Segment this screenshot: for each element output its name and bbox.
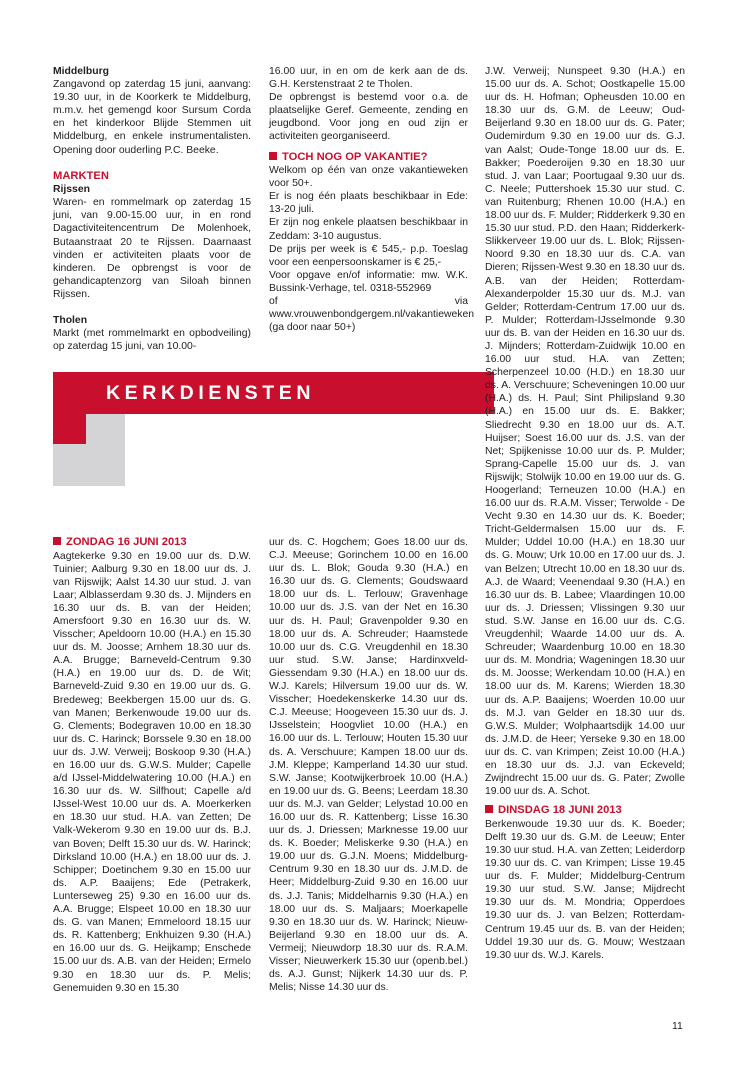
page-number: 11 — [672, 1021, 683, 1032]
col1-top — [53, 65, 251, 353]
zondag-col3: J.W. Verweij; Nunspeet 9.30 (H.A.) en 15.00 uur ds. A. Schot; Oostkapelle 15.00 uur ds. H. Hofman; Opheusden 10.00 en 18.30 uur ds. G.M. de Leeuw; Oud-Beijerland 9.30 en 18.00 uur ds. G. Pater; Oudemirdum 9.30 en 19.00 uur ds. G.J. van Aalst; Oude-Tonge 18.00 uur ds. E. Bakker; Poederoijen 9.30 en 18.30 uur stud. J. van Laar; Poortugaal 9.30 uur ds. C. Neele; Puttershoek 15.30 uur stud. C. van Ruitenburg; Rhenen 10.00 (H.A.) en 18.00 uur ds. F. Mulder; Ridderkerk 9.30 en 15.30 uur stud. P.D. den Haan; Ridderkerk-Slikkerveer 19.00 uur ds. L. Blok; Rijssen-Noord 9.30 en 18.30 uur ds. C.A. van Dieren; Rijssen-West 9.30 en 18.30 uur ds. A.B. van der Heiden; Rotterdam-Alexanderpolder 15.30 uur ds. M.J. van Gelder; Rotterdam-Centrum 17.00 uur ds. P. Mulder; Rotterdam-IJsselmonde 9.30 uur ds. B. van der Heiden en 16.30 uur ds. J. Mijnders; Rotterdam-Zuidwijk 10.00 en 16.00 uur stud. H.A. van Zetten; Scherpenzeel 10.00 (H.D.) en 18.30 uur ds. A. Verschuure; Scheveningen 10.00 uur (H.A.) ds. H. Paul; Sint Philipsland 9.30 (H.A.) en 15.00 uur ds. E. Bakker; Sliedrecht 9.30 en 18.00 uur ds. A.T. Huijser; Soest 16.00 uur ds. J.S. van der Net; Spijkenisse 10.00 uur ds. P. Mulder; Sprang-Capelle 15.00 uur ds. J. van Rijswijk; Stolwijk 10.00 en 19.00 uur ds. G. Hoogerland; Terneuzen 10.00 (H.A.) en 16.00 uur ds. R.A.M. Visser; Terwolde - De Vecht 9.30 en 14.30 uur ds. K. Boeder; Tricht-Geldermalsen 15.00 uur ds. F. Mulder; Uddel 10.00 (H.A.) en 18.30 uur ds. G. Mouw; Urk 10.00 en 17.00 uur ds. J. van Belzen; Utrecht 10.00 en 18.30 uur ds. A.J. de Waard; Veenendaal 9.30 (H.A.) en 16.30 uur ds. B. Labee; Vlaardingen 10.00 uur ds. J. Driessen; Vlissingen 9.30 uur stud. S.W. Janse en 16.00 uur ds. C.G. Vreugdenhil; Waarde 14.00 uur ds. A. Schreuder; Waardenburg 10.00 en 18.30 uur ds. M. Mondria; Wageningen 18.30 uur ds. M. Joosse; Werkendam 10.00 (H.A.) en 18.00 uur ds. M. Karens; Wierden 18.30 uur ds. A.P. Baaijens; Woerden 10.00 uur ds. M.J. van Gelder en 18.30 uur ds. G.W.S. Mulder; Wolphaartsdijk 14.00 uur ds. J.M.D. de Heer; Yerseke 9.30 en 18.00 uur ds. C. van Krimpen; Zeist 10.00 (H.A.) en 18.30 uur ds. J.J. van Eckeveld; Zwijndrecht 15.00 uur ds. G. Pater; Zwolle 19.00 uur ds. A. Schot. — [485, 66, 685, 798]
middelburg-text: Zangavond op zaterdag 15 juni, aanvang: 19.30 uur, in de Koorkerk te Middelburg, m.m.v. het gemengd koor Sursum Corda en het kinderkoor Blijde Stemmen uit Middelburg, en enkele instrumentalisten. Opening door ouderling P.C. Beeke. — [53, 79, 251, 156]
kerkdiensten-title: KERKDIENSTEN — [106, 382, 316, 404]
tholen-text: Markt (met rommelmarkt en opbodveiling) op zaterdag 15 juni, van 10.00- — [53, 328, 251, 353]
rijssen-text: Waren- en rommelmark op zaterdag 15 juni, van 9.00-15.00 uur, in en rond Dagactiviteitencentrum De Molenhoek, Butaanstraat 20 te Rijssen. Daarnaast vinden er activiteiten plaats voor de kinderen. De opbrengst is voor de gehandicaptenzorg van Siloah binnen Rijssen. — [53, 197, 251, 300]
tholen-cont2: De opbrengst is bestemd voor o.a. de plaatselijke Geref. Gemeente, zending en jeugdbond. Voor jong en oud zijn er activiteiten georganiseerd. — [269, 92, 468, 143]
vakantie-l1: Welkom op één van onze vakantieweken voor 50+. — [269, 165, 468, 190]
vakantie-l5: Voor opgave en/of informatie: mw. W.K. Bussink-Verhage, tel. 0318-552969 — [269, 269, 468, 294]
vakantie-l3: Er zijn nog enkele plaatsen beschikbaar in Zeddam: 3-10 augustus. — [269, 217, 468, 242]
vakantie-l2: Er is nog één plaats beschikbaar in Ede: 13-20 juli. — [269, 191, 468, 216]
tholen-cont: 16.00 uur, in en om de kerk aan de ds. G.H. Kerstenstraat 2 te Tholen. — [269, 66, 468, 91]
col2-top — [269, 65, 475, 334]
col3 — [485, 65, 685, 962]
middelburg-title: Middelburg — [53, 66, 109, 77]
col1-bottom — [53, 536, 251, 995]
red-square-icon — [53, 537, 61, 545]
markten-heading: MARKTEN — [53, 169, 109, 182]
red-square-icon — [485, 805, 493, 813]
dinsdag-text: Berkenwoude 19.30 uur ds. K. Boeder; Delft 19.30 uur ds. G.M. de Leeuw; Enter 19.30 uur stud. H.A. van Zetten; Leiderdorp 19.30 uur ds. C. van Krimpen; Lisse 19.45 uur ds. F. Mulder; Middelburg-Centrum 19.30 uur stud. S.W. Janse; Mijdrecht 19.30 uur ds. M. Mondria; Opperdoes 19.30 uur ds. J. van Belzen; Rotterdam-Centrum 19.45 uur ds. B. van der Heiden; Uddel 19.30 uur ds. G. Mouw; Westzaan 19.30 uur ds. W.J. Karels. — [485, 818, 685, 961]
vakantie-l4: De prijs per week is € 545,- p.p. Toeslag voor een eenpersoonskamer is € 25,- — [269, 243, 468, 268]
zondag-col2: uur ds. C. Hogchem; Goes 18.00 uur ds. C.J. Meeuse; Gorinchem 10.00 en 16.00 uur ds. L. Blok; Gouda 9.30 (H.A.) en 16.30 uur ds. G. Clements; Goudswaard 18.00 uur ds. L. Terlouw; Gravenhage 10.00 uur ds. J.S. van der Net en 16.30 uur ds. H. Paul; Gravenpolder 9.30 en 18.00 uur ds. A. Schreuder; Haamstede 10.00 uur ds. C.G. Vreugdenhil en 18.30 uur stud. S.W. Janse; Hardinxveld-Giessendam 9.30 (H.A.) en 18.00 uur ds. W.J. Karels; Hilversum 19.00 uur ds. W. Visscher; Hoedekenskerke 14.30 uur ds. C.J. Meeuse; Hoogeveen 15.30 uur ds. J. IJsselstein; Hoogvliet 10.00 (H.A.) en 16.00 uur ds. L. Terlouw; Houten 15.30 uur ds. A. Verschuure; Kampen 18.00 uur ds. J.M. Kleppe; Kamperland 14.30 uur stud. S.W. Janse; Kootwijkerbroek 10.00 (H.A.) en 19.00 uur ds. G. Beens; Leerdam 18.30 uur ds. M.J. van Gelder; Lelystad 10.00 en 16.00 uur ds. R. Kattenberg; Lisse 16.30 uur ds. J. Driessen; Marknesse 19.00 uur ds. K. Boeder; Meliskerke 9.30 (H.A.) en 19.00 uur ds. G.J.N. Moens; Middelburg-Centrum 9.30 en 18.30 uur ds. J.M.D. de Heer; Middelburg-Zuid 9.30 en 16.00 uur ds. J.J. Tanis; Middelharnis 9.30 (H.A.) en 18.00 uur ds. S. Maljaars; Moerkapelle 9.30 en 18.30 uur ds. W. Harinck; Nieuw-Beijerland 9.30 en 18.00 uur ds. A. Vermeij; Nieuwdorp 18.30 uur ds. R.A.M. Visser; Nieuwerkerk 15.30 uur (openb.bel.) ds. A.J. Gunst; Nijkerk 14.30 uur ds. P. Melis; Nisse 14.30 uur ds. — [269, 537, 468, 994]
vakantie-heading: TOCH NOG OP VAKANTIE? — [269, 151, 468, 165]
vakantie-l6: of via www.vrouwenbondgergem.nl/vakantieweken (ga door naar 50+) — [269, 296, 475, 334]
col2-bottom — [269, 536, 468, 994]
zondag-heading: ZONDAG 16 JUNI 2013 — [53, 536, 251, 550]
zondag-col1: Aagtekerke 9.30 en 19.00 uur ds. D.W. Tuinier; Aalburg 9.30 en 18.00 uur ds. J. van Rijswijk; Aalst 14.30 uur stud. J. van Laar; Alblasserdam 9.30 ds. J. Mijnders en 16.30 uur ds. B. van der Heiden; Amersfoort 9.30 en 16.30 uur ds. W. Visscher; Apeldoorn 10.00 (H.A.) en 15.30 uur ds. M. Joosse; Arnhem 18.30 uur ds. A.A. Brugge; Barneveld-Centrum 9.30 (H.A.) en 19.00 uur ds. D. de Wit; Barneveld-Zuid 9.30 en 19.00 uur ds. G. Bredeweg; Beekbergen 15.00 uur ds. G. van Manen; Berkenwoude 19.00 uur ds. G. Clements; Bodegraven 10.00 en 18.30 uur ds. C. Harinck; Borssele 9.30 en 18.00 uur ds. J.W. Verweij; Boskoop 9.30 (H.A.) en 16.00 uur ds. G.W.S. Mulder; Capelle a/d IJssel-Middelwatering 10.00 (H.A.) en 16.30 uur ds. W. Silfhout; Capelle a/d IJssel-West 10.00 uur ds. A. Moerkerken en 18.30 uur stud. H.A. van Zetten; De Valk-Wekerom 9.30 en 19.00 uur ds. B.J. van Boven; Delft 15.30 uur ds. W. Harinck; Dirksland 10.00 (H.A.) en 18.00 uur ds. J. Schipper; Doetinchem 9.30 en 15.00 uur ds. A.P. Baaijens; Ede (Petrakerk, Lunterseweg 25) 9.30 en 16.00 uur ds. A.A. Brugge; Elspeet 10.00 en 18.30 uur ds. G. van Manen; Emmeloord 18.15 uur ds. R. Kattenberg; Enkhuizen 9.30 (H.A.) en 16.00 uur ds. G. Heijkamp; Enschede 15.00 uur ds. A.B. van der Heiden; Ermelo 9.30 en 18.30 uur ds. P. Melis; Genemuiden 9.30 en 15.30 — [53, 550, 251, 994]
red-square-icon — [269, 152, 277, 160]
dinsdag-heading: DINSDAG 18 JUNI 2013 — [485, 804, 685, 818]
banner-red-block — [53, 372, 86, 444]
tholen-title: Tholen — [53, 315, 88, 326]
rijssen-title: Rijssen — [53, 184, 90, 196]
